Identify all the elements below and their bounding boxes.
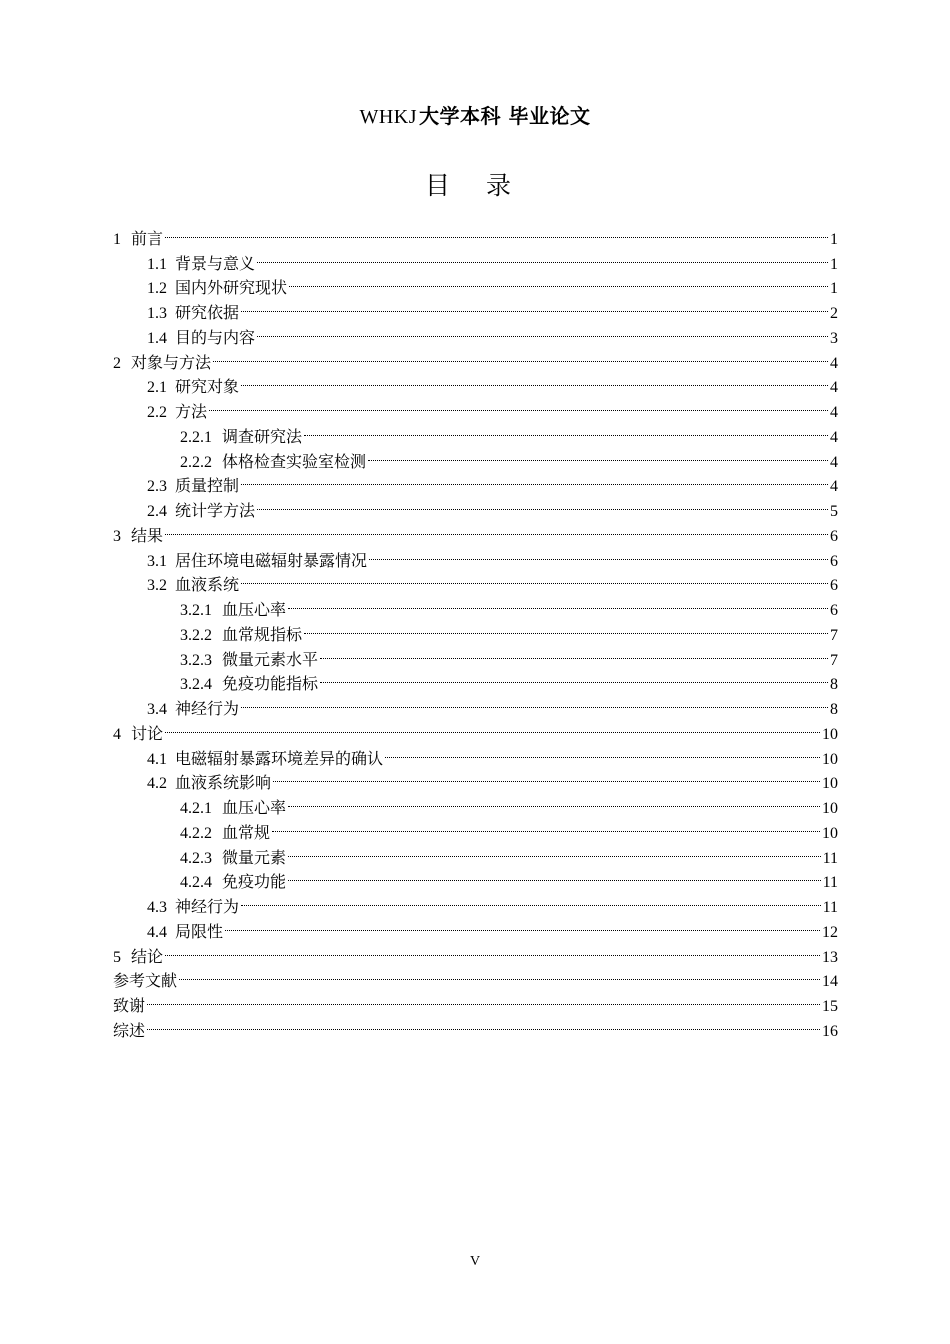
toc-entry-page: 1 bbox=[830, 280, 838, 298]
toc-entry-page: 11 bbox=[822, 849, 838, 867]
toc-entry-title: 血压心率 bbox=[222, 798, 287, 817]
toc-entry-title: 体格检查实验室检测 bbox=[222, 451, 367, 471]
toc-entry-page: 8 bbox=[830, 676, 838, 694]
toc-entry-number: 3.2.4 bbox=[180, 676, 212, 694]
toc-dot-leader bbox=[304, 417, 828, 442]
toc-entry-title: 结果 bbox=[131, 525, 164, 545]
toc-dot-leader bbox=[241, 689, 828, 714]
toc-entry-page: 11 bbox=[822, 874, 838, 892]
toc-entry-title: 电磁辐射暴露环境差异的确认 bbox=[175, 748, 384, 768]
toc-entry-title: 致谢 bbox=[113, 996, 146, 1015]
toc-entry-page: 13 bbox=[822, 948, 838, 966]
table-of-contents bbox=[113, 219, 838, 1040]
toc-entry-title: 血液系统 bbox=[175, 575, 240, 595]
toc-entry-number: 1.2 bbox=[147, 280, 167, 298]
toc-dot-leader bbox=[213, 343, 828, 368]
toc-entry-title: 居住环境电磁辐射暴露情况 bbox=[175, 550, 368, 570]
toc-dot-leader bbox=[320, 640, 828, 665]
toc-entry-page: 4 bbox=[830, 453, 838, 471]
toc-dot-leader bbox=[209, 392, 828, 417]
toc-entry-title: 综述 bbox=[113, 1020, 146, 1040]
toc-entry[interactable] bbox=[113, 392, 838, 421]
toc-entry-title: 免疫功能指标 bbox=[222, 674, 319, 694]
toc-entry[interactable] bbox=[113, 219, 838, 248]
toc-entry-title: 神经行为 bbox=[175, 897, 240, 916]
toc-dot-leader bbox=[165, 516, 828, 541]
toc-entry-page: 4 bbox=[830, 478, 838, 496]
toc-entry-title: 研究依据 bbox=[175, 303, 240, 322]
toc-entry-page: 12 bbox=[822, 923, 838, 941]
toc-entry-page: 1 bbox=[830, 255, 838, 273]
toc-entry-number: 1 bbox=[113, 230, 121, 248]
toc-entry[interactable] bbox=[113, 516, 838, 545]
toc-dot-leader bbox=[241, 887, 821, 912]
toc-entry-number: 2 bbox=[113, 354, 121, 372]
toc-entry-number: 2.2.1 bbox=[180, 428, 212, 446]
toc-dot-leader bbox=[179, 962, 820, 987]
toc-entry-number: 4.2.2 bbox=[180, 824, 212, 842]
toc-entry-number: 2.3 bbox=[147, 478, 167, 496]
toc-dot-leader bbox=[288, 590, 828, 615]
toc-entry-page: 10 bbox=[822, 725, 838, 743]
toc-entry[interactable] bbox=[113, 714, 838, 743]
toc-dot-leader bbox=[165, 714, 820, 739]
toc-entry-number: 4.2 bbox=[147, 775, 167, 793]
toc-entry-number: 4.2.3 bbox=[180, 849, 212, 867]
toc-entry-number: 4.3 bbox=[147, 899, 167, 916]
toc-entry[interactable] bbox=[113, 343, 838, 372]
toc-dot-leader bbox=[320, 665, 828, 690]
toc-entry-title: 讨论 bbox=[131, 723, 164, 743]
toc-dot-leader bbox=[241, 566, 828, 591]
toc-entry-number: 4 bbox=[113, 725, 121, 743]
toc-dot-leader bbox=[147, 1011, 820, 1036]
toc-entry-page: 10 bbox=[822, 775, 838, 793]
toc-entry-title: 参考文献 bbox=[113, 971, 178, 991]
toc-entry-number: 3.4 bbox=[147, 701, 167, 718]
toc-dot-leader bbox=[369, 541, 828, 566]
toc-entry-title: 神经行为 bbox=[175, 699, 240, 718]
toc-entry-page: 4 bbox=[830, 428, 838, 446]
toc-entry[interactable] bbox=[113, 937, 838, 966]
toc-entry-page: 4 bbox=[830, 379, 838, 397]
page-number: V bbox=[469, 1254, 481, 1269]
toc-entry[interactable] bbox=[113, 541, 838, 570]
toc-entry-page: 4 bbox=[830, 404, 838, 421]
toc-entry-page: 15 bbox=[822, 998, 838, 1015]
toc-dot-leader bbox=[241, 293, 828, 318]
toc-entry[interactable] bbox=[113, 962, 838, 991]
toc-entry-page: 10 bbox=[822, 824, 838, 842]
toc-dot-leader bbox=[289, 269, 828, 294]
toc-dot-leader bbox=[257, 244, 828, 269]
toc-entry-number: 2.2.2 bbox=[180, 453, 212, 471]
toc-entry-number: 4.2.1 bbox=[180, 800, 212, 817]
toc-entry-title: 对象与方法 bbox=[131, 352, 212, 372]
toc-dot-leader bbox=[165, 219, 828, 244]
toc-entry-number: 3.2.3 bbox=[180, 651, 212, 669]
toc-entry-title: 国内外研究现状 bbox=[175, 278, 288, 298]
toc-entry-number: 3.2.1 bbox=[180, 602, 212, 619]
toc-entry[interactable] bbox=[113, 368, 838, 397]
toc-dot-leader bbox=[147, 986, 820, 1011]
toc-dot-leader bbox=[165, 937, 820, 962]
toc-entry-number: 1.1 bbox=[147, 255, 167, 273]
toc-entry-title: 微量元素 bbox=[222, 847, 287, 867]
toc-dot-leader bbox=[288, 838, 821, 863]
toc-entry[interactable] bbox=[113, 1011, 838, 1040]
toc-entry[interactable] bbox=[113, 244, 838, 273]
header-latin: WHKJ bbox=[359, 106, 418, 128]
toc-entry-page: 7 bbox=[830, 626, 838, 644]
toc-entry-page: 7 bbox=[830, 651, 838, 669]
toc-entry-page: 1 bbox=[830, 230, 838, 248]
toc-entry-title: 血压心率 bbox=[222, 600, 287, 619]
toc-entry-page: 5 bbox=[830, 503, 838, 520]
toc-dot-leader bbox=[304, 615, 828, 640]
toc-entry-page: 6 bbox=[830, 577, 838, 595]
toc-dot-leader bbox=[225, 912, 820, 937]
toc-entry-page: 6 bbox=[830, 602, 838, 619]
toc-entry-page: 3 bbox=[830, 329, 838, 347]
toc-entry-number: 3.2 bbox=[147, 577, 167, 595]
toc-entry-number: 1.3 bbox=[147, 305, 167, 322]
toc-entry-page: 10 bbox=[822, 800, 838, 817]
toc-entry-number: 1.4 bbox=[147, 329, 167, 347]
toc-dot-leader bbox=[257, 491, 828, 516]
toc-entry-title: 免疫功能 bbox=[222, 872, 287, 892]
toc-entry-title: 血常规指标 bbox=[222, 624, 303, 644]
toc-dot-leader bbox=[288, 788, 820, 813]
toc-entry-number: 5 bbox=[113, 948, 121, 966]
toc-entry-page: 14 bbox=[822, 973, 838, 991]
toc-entry-number: 2.2 bbox=[147, 404, 167, 421]
toc-dot-leader bbox=[272, 813, 820, 838]
toc-entry-title: 血常规 bbox=[222, 822, 271, 842]
toc-entry-title: 微量元素水平 bbox=[222, 649, 319, 669]
toc-entry-number: 3 bbox=[113, 527, 121, 545]
document-header bbox=[0, 100, 950, 129]
toc-entry-page: 6 bbox=[830, 527, 838, 545]
toc-dot-leader bbox=[241, 368, 828, 393]
toc-entry-number: 4.4 bbox=[147, 923, 167, 941]
toc-entry-title: 局限性 bbox=[175, 921, 224, 941]
toc-entry-title: 前言 bbox=[131, 228, 164, 248]
toc-entry-page: 2 bbox=[830, 305, 838, 322]
toc-entry-number: 4.2.4 bbox=[180, 874, 212, 892]
toc-entry-title: 血液系统影响 bbox=[175, 773, 272, 793]
toc-entry-number: 2.4 bbox=[147, 503, 167, 520]
toc-entry-title: 方法 bbox=[175, 402, 208, 421]
toc-entry[interactable] bbox=[113, 739, 838, 768]
toc-dot-leader bbox=[257, 318, 828, 343]
toc-dot-leader bbox=[288, 863, 821, 888]
toc-entry-number: 3.1 bbox=[147, 552, 167, 570]
toc-entry-title: 背景与意义 bbox=[175, 253, 256, 273]
toc-entry-page: 10 bbox=[822, 750, 838, 768]
header-title: 大学本科 毕业论文 bbox=[419, 104, 591, 128]
toc-dot-leader bbox=[368, 442, 828, 467]
toc-entry-title: 质量控制 bbox=[175, 476, 240, 496]
toc-entry-number: 4.1 bbox=[147, 750, 167, 768]
page-title: 目 录 bbox=[425, 171, 525, 200]
toc-entry-title: 结论 bbox=[131, 946, 164, 966]
toc-dot-leader bbox=[385, 739, 820, 764]
toc-entry-number: 3.2.2 bbox=[180, 626, 212, 644]
toc-entry-page: 16 bbox=[822, 1022, 838, 1040]
toc-entry-title: 研究对象 bbox=[175, 377, 240, 397]
toc-entry-page: 8 bbox=[830, 701, 838, 718]
toc-entry-page: 4 bbox=[830, 354, 838, 372]
toc-entry-title: 调查研究法 bbox=[222, 426, 303, 446]
toc-entry[interactable] bbox=[113, 417, 838, 446]
toc-entry-number: 2.1 bbox=[147, 379, 167, 397]
toc-dot-leader bbox=[241, 467, 828, 492]
toc-entry[interactable] bbox=[113, 986, 838, 1015]
toc-entry-page: 11 bbox=[822, 899, 838, 916]
toc-entry-page: 6 bbox=[830, 552, 838, 570]
toc-entry-title: 统计学方法 bbox=[175, 501, 256, 520]
toc-dot-leader bbox=[273, 764, 820, 789]
toc-entry-title: 目的与内容 bbox=[175, 327, 256, 347]
